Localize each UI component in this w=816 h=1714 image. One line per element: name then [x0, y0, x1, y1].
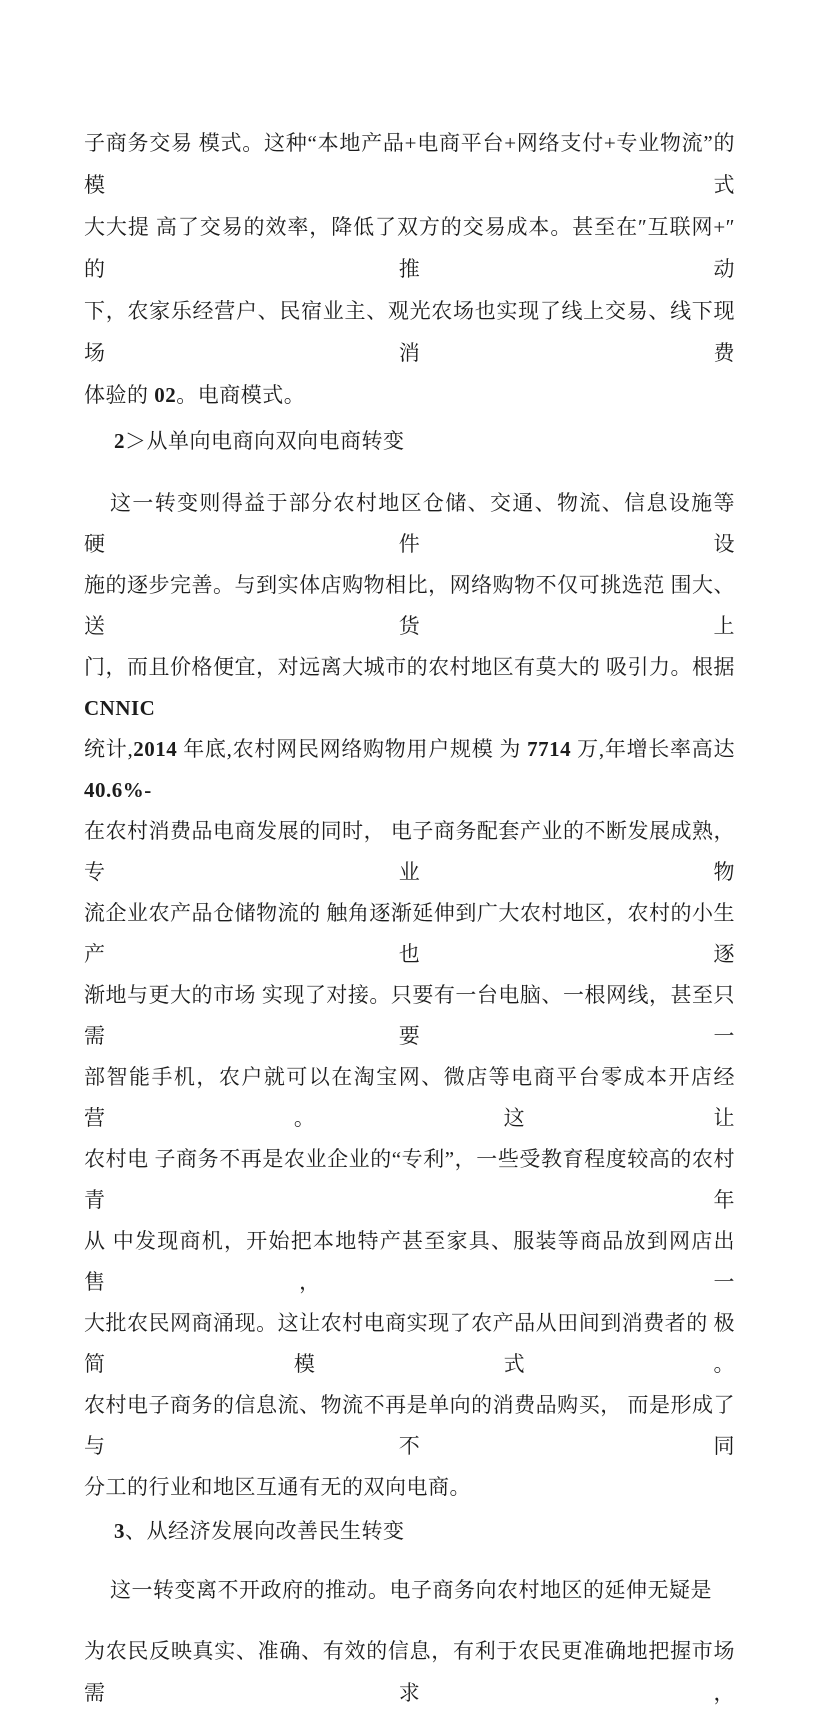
text-segment: 下，农家乐经营户、民宿业主、观光农场也实现了线上交易、线下现 场消费: [84, 299, 735, 365]
paragraph-2-line: [84, 1303, 735, 1385]
paragraph-2: [84, 483, 735, 1508]
text-segment: 从 中发现商机，开始把本地特产甚至家具、服装等商品放到网店出售， 一: [84, 1229, 735, 1294]
text-segment: 渐地与更大的市场 实现了对接。只要有一台电脑、一根网线，甚至只需要一: [84, 983, 735, 1048]
text-segment: 大大提 高了交易的效率，降低了双方的交易成本。甚至在″互联网+″的推动: [84, 215, 735, 281]
text-segment: 农村电子商务的信息流、物流不再是单向的消费品购买， 而是形成了与不同: [84, 1393, 735, 1458]
text-segment: 这一转变离不开政府的推动。电子商务向农村地区的延伸无疑是: [110, 1578, 712, 1602]
text-segment: 这一转变则得益于部分农村地区仓储、交通、物流、信息设施等 硬件设: [84, 491, 735, 556]
paragraph-1-line: [84, 290, 735, 374]
paragraph-1-line: [84, 122, 735, 206]
paragraph-4: [84, 1630, 735, 1714]
bold-text-segment: 02: [154, 383, 177, 407]
bold-text-segment: 2014: [133, 737, 178, 761]
paragraph-2-line: [84, 811, 735, 893]
paragraph-1-line: [84, 374, 735, 416]
bold-text-segment: 2: [114, 429, 125, 453]
text-segment: 、从经济发展向改善民生转变: [125, 1519, 405, 1543]
text-segment: 门，而且价格便宜，对远离大城市的农村地区有莫大的 吸引力。根据: [84, 655, 735, 679]
text-segment: 统计,: [84, 737, 134, 761]
paragraph-2-line: [84, 1057, 735, 1139]
paragraph-2-line: [84, 975, 735, 1057]
text-segment: 流企业农产品仓储物流的 触角逐渐延伸到广大农村地区，农村的小生产也逐: [84, 901, 735, 966]
paragraph-2-line: [84, 647, 735, 729]
text-segment: 施的逐步完善。与到实体店购物相比，网络购物不仅可挑选范 围大、送货上: [84, 573, 735, 638]
text-segment: 在农村消费品电商发展的同时， 电子商务配套产业的不断发展成熟，专业物: [84, 819, 735, 884]
paragraph-1-line: [84, 206, 735, 290]
text-segment: 子商务交易 模式。这种“本地产品+电商平台+网络支付+专业物流”的模式: [84, 131, 735, 197]
paragraph-4-line: [84, 1630, 735, 1714]
text-segment: 分工的行业和地区互通有无的双向电商。: [84, 1475, 471, 1499]
heading-2-line: [84, 420, 735, 462]
text-segment: 为农民反映真实、准确、有效的信息，有利于农民更准确地把握市场 需求，: [84, 1639, 735, 1705]
text-segment: ＞从单向电商向双向电商转变: [125, 429, 405, 453]
paragraph-2-line: [84, 565, 735, 647]
text-segment: 大批农民网商涌现。这让农村电商实现了农产品从田间到消费者的 极简模式。: [84, 1311, 735, 1376]
paragraph-2-line: [84, 1385, 735, 1467]
bold-text-segment: CNNIC: [84, 696, 156, 720]
text-segment: 农村电 子商务不再是农业企业的“专利”，一些受教育程度较高的农村青年: [84, 1147, 735, 1212]
paragraph-2-line: [84, 483, 735, 565]
paragraph-2-line: [84, 729, 735, 811]
bold-text-segment: 7714: [527, 737, 572, 761]
text-segment: 体验的: [84, 383, 155, 407]
text-segment: 年底,农村网民网络购物用户规模 为: [177, 737, 528, 761]
paragraph-1: [84, 122, 735, 416]
heading-3-line: [84, 1510, 735, 1552]
bold-text-segment: 3: [114, 1519, 125, 1543]
document-page: [84, 122, 735, 1714]
paragraph-2-line: [84, 1467, 735, 1508]
heading-2: [84, 420, 735, 462]
text-segment: 万,年增长率高达: [571, 737, 736, 761]
paragraph-3-line: [84, 1569, 735, 1611]
paragraph-2-line: [84, 893, 735, 975]
paragraph-2-line: [84, 1221, 735, 1303]
bold-text-segment: 40.6%-: [84, 778, 152, 802]
text-segment: 部智能手机，农户就可以在淘宝网、微店等电商平台零成本开店经营。这让: [84, 1065, 735, 1130]
paragraph-2-line: [84, 1139, 735, 1221]
text-segment: 。电商模式。: [176, 383, 306, 407]
heading-3: [84, 1510, 735, 1552]
paragraph-3: [84, 1569, 735, 1611]
